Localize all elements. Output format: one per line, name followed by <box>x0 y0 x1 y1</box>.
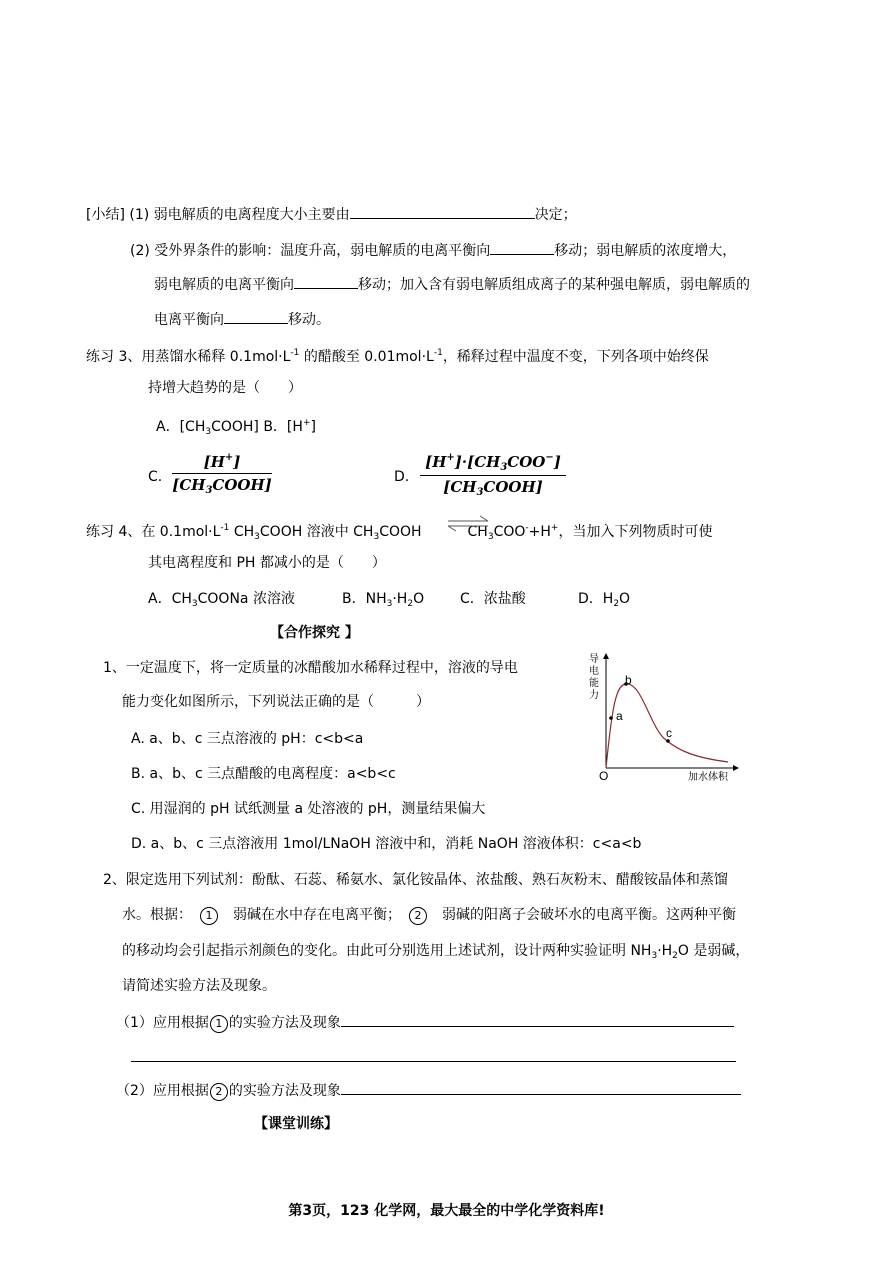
y-axis-label-char: 能 <box>589 678 599 689</box>
superscript: + <box>550 523 559 533</box>
superscript: -1 <box>290 348 300 358</box>
question-text: CH <box>467 524 488 540</box>
question-text: +H <box>528 524 551 540</box>
option-text: B．NH <box>342 591 387 607</box>
circled-number: 1 <box>200 907 218 925</box>
circled-number: 2 <box>210 1083 228 1101</box>
option-text: ] <box>310 419 316 435</box>
question-1-option-b: B. a、b、c 三点醋酸的电离程度：a<b<c <box>131 766 396 782</box>
summary-text: 受外界条件的影响：温度升高，弱电解质的电离平衡向 <box>154 243 491 259</box>
question-1-line-1: 1、一定温度下，将一定质量的冰醋酸加水稀释过程中，溶液的导电 <box>103 660 518 676</box>
origin-label: O <box>599 769 609 783</box>
answer-blank-line[interactable] <box>131 1061 736 1062</box>
option-text: COONa 浓溶液 <box>197 591 295 607</box>
formula-h-times-ch3coo-over-ch3cooh: $[H^+]\cdot[CH_3COO^-]$ $[CH_3COOH]$ <box>420 452 566 498</box>
subscript: 3 <box>373 532 380 542</box>
summary-line-4 <box>154 309 330 330</box>
item-number: (1) <box>129 207 150 223</box>
question-1-option-a: A. a、b、c 三点溶液的 pH：c<b<a <box>131 731 364 747</box>
exercise-3-line-1 <box>86 343 709 367</box>
question-text: 弱碱的阳离子会破坏水的电离平衡。这两种平衡 <box>442 907 736 923</box>
question-1-option-c: C. 用湿润的 pH 试纸测量 a 处溶液的 pH，测量结果偏大 <box>131 801 486 817</box>
answer-blank[interactable] <box>350 204 535 219</box>
summary-text: 弱电解质的电离程度大小主要由 <box>153 207 350 223</box>
option-text: A．[CH <box>156 419 206 435</box>
item-number: (2) <box>130 243 150 259</box>
summary-text: 移动。 <box>288 312 330 328</box>
subscript: 3 <box>651 951 658 961</box>
summary-text: 弱电解质的电离平衡向 <box>154 277 294 293</box>
answer-prompt: 的实验方法及现象 <box>228 1083 341 1099</box>
exercise-3-option-a-b <box>156 413 316 442</box>
subscript: 2 <box>407 599 414 609</box>
question-text: 弱碱在水中存在电离平衡； <box>233 907 394 923</box>
subscript: 2 <box>672 951 678 961</box>
exercise-3-option-c-label: C. <box>148 469 163 485</box>
subscript: 3 <box>487 532 494 542</box>
question-1-option-d: D. a、b、c 三点溶液用 1mol/LNaOH 溶液中和，消耗 NaOH 溶液体积：c<a<b <box>131 836 642 852</box>
question-2-line-3 <box>122 941 749 966</box>
superscript: + <box>302 418 311 428</box>
superscript: -1 <box>433 348 443 358</box>
option-text: A．CH <box>148 591 192 607</box>
summary-text: 移动；弱电解质的浓度增大， <box>554 243 737 259</box>
y-axis-label-char: 电 <box>589 666 599 677</box>
exercise-4-line-2: 其电离程度和 PH 都减小的是（ ） <box>148 555 386 571</box>
question-text: 练习 4、在 0.1mol·L <box>86 524 221 540</box>
question-text: 练习 3、用蒸馏水稀释 0.1mol·L <box>86 349 291 365</box>
circled-number: 1 <box>210 1015 228 1033</box>
point-c-label: c <box>666 726 672 740</box>
section-heading-cooperative: 【合作探究 】 <box>270 625 359 641</box>
question-text: COOH <box>379 524 422 540</box>
question-text: 水。根据： <box>122 907 185 923</box>
option-text: COOH] B．[H <box>211 419 303 435</box>
circled-number: 2 <box>409 907 427 925</box>
summary-text: 移动；加入含有弱电解质组成离子的某种强电解质，弱电解质的 <box>358 277 750 293</box>
question-text: ，当加入下列物质时可使 <box>558 524 713 540</box>
y-axis-label-char: 力 <box>589 690 599 701</box>
subscript: 2 <box>613 599 620 609</box>
option-text: O <box>413 591 425 607</box>
question-text: 的醋酸至 0.01mol·L <box>299 349 434 365</box>
question-text: ，稀释过程中温度不变，下列各项中始终保 <box>442 349 709 365</box>
question-text: CH <box>229 524 255 540</box>
superscript: - <box>525 523 529 533</box>
option-text: O <box>619 591 631 607</box>
summary-text: 决定； <box>534 207 577 223</box>
point-b-label: b <box>625 673 632 687</box>
superscript: -1 <box>220 523 230 533</box>
summary-line-1 <box>86 204 577 225</box>
subscript: 3 <box>205 427 212 437</box>
x-axis-label: 加水体积 <box>688 772 728 783</box>
summary-text: 电离平衡向 <box>154 312 224 328</box>
answer-blank[interactable] <box>341 1080 741 1095</box>
subscript: 3 <box>254 532 260 542</box>
exercise-4-line-1 <box>86 518 712 547</box>
answer-1-line <box>116 1012 734 1033</box>
exercise-3-option-d-label: D. <box>394 469 410 485</box>
summary-prefix: [小结] <box>86 207 125 223</box>
page-footer: 第3页，123 化学网，最大最全的中学化学资料库! <box>288 1203 605 1219</box>
answer-blank[interactable] <box>224 309 288 324</box>
question-2-line-4: 请简述实验方法及现象。 <box>122 978 276 994</box>
conductivity-graph <box>588 648 750 784</box>
option-text: D．H <box>578 591 614 607</box>
answer-prompt: （2）应用根据 <box>116 1083 209 1099</box>
question-text: COO <box>493 524 526 540</box>
equilibrium-arrow-icon <box>444 513 492 533</box>
exercise-4-option-d <box>578 589 630 614</box>
exercise-4-option-b <box>342 589 424 614</box>
exercise-4-option-c: C．浓盐酸 <box>460 591 526 607</box>
answer-blank[interactable] <box>341 1012 734 1027</box>
answer-blank[interactable] <box>490 240 554 255</box>
question-1-line-2: 能力变化如图所示，下列说法正确的是（ ） <box>122 694 430 710</box>
question-2-line-2 <box>122 905 736 925</box>
formula-h-over-ch3cooh: [H+] $[CH_3COOH]$ <box>172 452 272 496</box>
question-2-line-1: 2、限定选用下列试剂：酚酞、石蕊、稀氨水、氯化铵晶体、浓盐酸、熟石灰粉末、醋酸铵晶体和蒸馏 <box>103 872 728 888</box>
answer-2-line <box>116 1080 741 1101</box>
y-axis-label-char: 导 <box>589 654 599 665</box>
subscript: 3 <box>386 599 393 609</box>
point-a-marker <box>609 716 613 720</box>
answer-prompt: 的实验方法及现象 <box>228 1015 341 1031</box>
section-heading-training: 【课堂训练】 <box>254 1116 338 1132</box>
question-text: 的移动均会引起指示剂颜色的变化。由此可分别选用上述试剂，设计两种实验证明 NH <box>122 943 652 959</box>
exercise-4-option-a <box>148 589 295 614</box>
summary-line-2 <box>130 240 736 261</box>
answer-prompt: （1）应用根据 <box>116 1015 209 1031</box>
exercise-3-line-2: 持增大趋势的是（ ） <box>148 380 302 396</box>
summary-line-3 <box>154 274 750 295</box>
question-text: ·H <box>657 943 673 959</box>
point-a-label: a <box>616 709 623 723</box>
answer-blank[interactable] <box>294 274 358 289</box>
question-text: O 是弱碱， <box>677 943 750 959</box>
question-text: COOH 溶液中 CH <box>259 524 374 540</box>
subscript: 3 <box>191 599 198 609</box>
option-text: ·H <box>392 591 408 607</box>
